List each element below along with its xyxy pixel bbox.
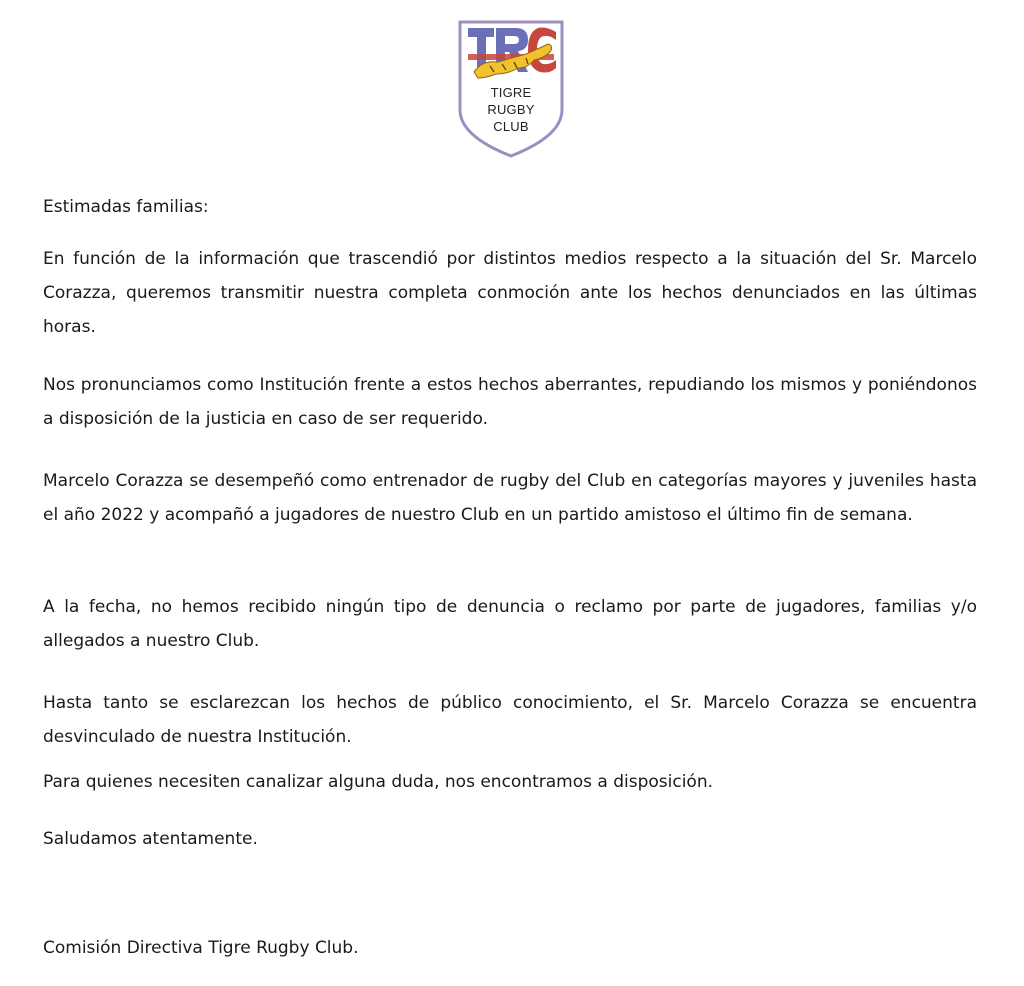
crest-text-rugby: RUGBY xyxy=(487,102,535,117)
closing: Saludamos atentamente. xyxy=(43,829,258,849)
paragraph-5: Hasta tanto se esclarezcan los hechos de público conocimiento, el Sr. Marcelo Corazza se encuentra desvinculado de nuestra Institución. xyxy=(43,693,977,747)
greeting: Estimadas familias: xyxy=(43,197,209,217)
crest-text-club: CLUB xyxy=(493,119,529,134)
paragraph-2: Nos pronunciamos como Institución frente a estos hechos aberrantes, repudiando los mismos y poniéndonos a disposición de la justicia en caso de ser requerido. xyxy=(43,375,977,429)
club-crest-logo xyxy=(456,18,566,160)
paragraph-4: A la fecha, no hemos recibido ningún tipo de denuncia o reclamo por parte de jugadores, familias y/o allegados a nuestro Club. xyxy=(43,597,977,651)
paragraph-6: Para quienes necesiten canalizar alguna duda, nos encontramos a disposición. xyxy=(43,772,713,792)
signature: Comisión Directiva Tigre Rugby Club. xyxy=(43,938,359,958)
crest-text-tigre: TIGRE xyxy=(490,85,532,100)
paragraph-1: En función de la información que trascendió por distintos medios respecto a la situación del Sr. Marcelo Corazza, queremos transmitir nuestra completa conmoción ante los hechos denunciados en las últimas horas. xyxy=(43,249,977,337)
paragraph-3: Marcelo Corazza se desempeñó como entrenador de rugby del Club en categorías mayores y juveniles hasta el año 2022 y acompañó a jugadores de nuestro Club en un partido amistoso el último fin de semana. xyxy=(43,471,977,525)
